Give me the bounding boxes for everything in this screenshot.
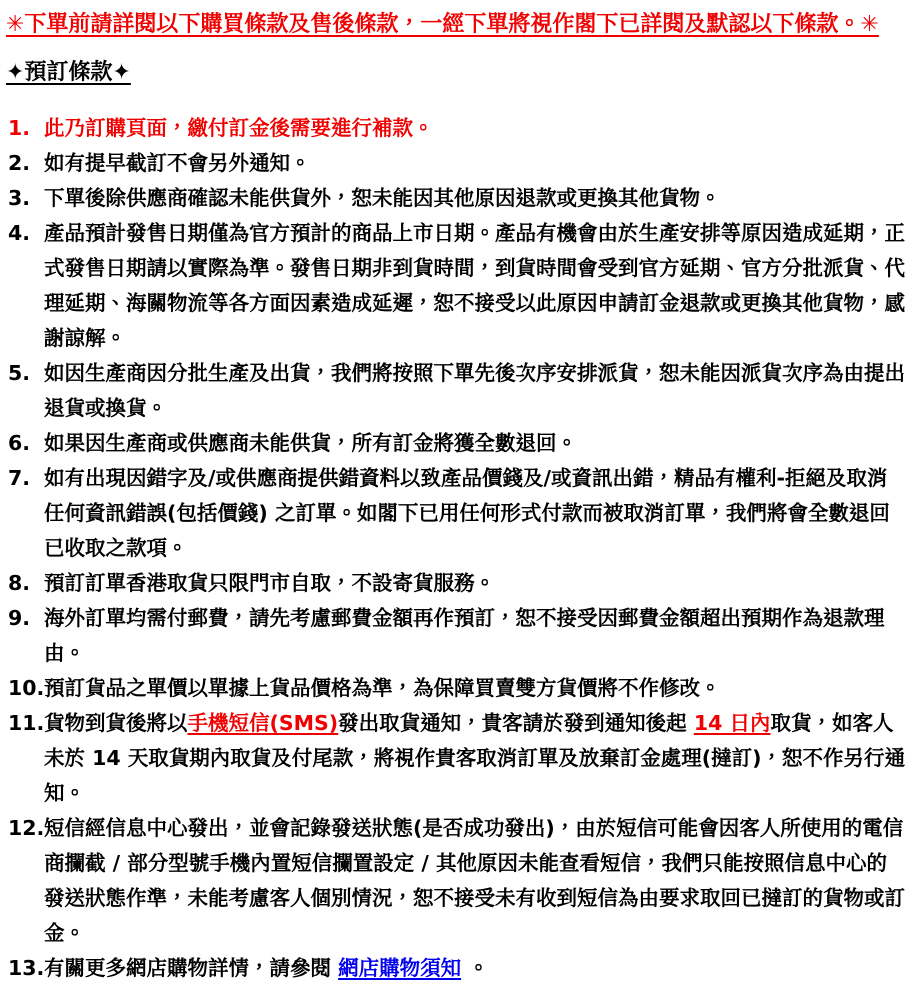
term-item-10 — [6, 671, 907, 706]
term-item-6 — [6, 426, 907, 461]
term-number: 3. — [8, 186, 31, 210]
term-text: 預訂訂單香港取貨只限門市自取，不設寄貨服務。 — [44, 571, 495, 595]
pickup-deadline-highlight: 14 日內 — [693, 711, 771, 735]
term-item-12 — [6, 811, 907, 951]
term-number: 12. — [8, 816, 45, 840]
section-title: ✦預訂條款✦ — [6, 60, 131, 85]
term-item-8 — [6, 566, 907, 601]
term-text: 貨物到貨後將以手機短信(SMS)發出取貨通知，貴客請於發到通知後起 14 日內取貨，如客人未於 14 天取貨期內取貨及付尾款，將視作貴客取消訂單及放棄訂金處理(撻訂)，恕不作另行通知。 — [44, 711, 906, 805]
term-number: 6. — [8, 431, 31, 455]
term-text: 此乃訂購頁面，繳付訂金後需要進行補款。 — [44, 116, 434, 140]
term-item-4 — [6, 216, 907, 356]
term-number: 8. — [8, 571, 31, 595]
term-text: 產品預計發售日期僅為官方預計的商品上市日期。產品有機會由於生產安排等原因造成延期，正式發售日期請以實際為準。發售日期非到貨時間，到貨時間會受到官方延期、官方分批派貨、代理延期、海關物流等各方面因素造成延遲，恕不接受以此原因申請訂金退款或更換其他貨物，感謝諒解。 — [44, 221, 905, 350]
term-text: 如因生產商因分批生產及出貨，我們將按照下單先後次序安排派貨，恕未能因派貨次序為由提出退貨或換貨。 — [44, 361, 905, 420]
term-text: 如有提早截訂不會另外通知。 — [44, 151, 311, 175]
term-number: 2. — [8, 151, 31, 175]
term-text: 如果因生產商或供應商未能供貨，所有訂金將獲全數退回。 — [44, 431, 577, 455]
term-item-11 — [6, 706, 907, 811]
term-text: 預訂貨品之單價以單據上貨品價格為準，為保障買賣雙方貨價將不作修改。 — [44, 676, 721, 700]
term-item-5 — [6, 356, 907, 426]
term-number: 1. — [8, 116, 31, 140]
term-item-9 — [6, 601, 907, 671]
term-number: 7. — [8, 466, 31, 490]
term-text: 有關更多網店購物詳情，請參閱 網店購物須知 。 — [44, 956, 489, 980]
term-number: 4. — [8, 221, 31, 245]
shop-guide-link[interactable]: 網店購物須知 — [338, 956, 462, 980]
term-text: 短信經信息中心發出，並會記錄發送狀態(是否成功發出)，由於短信可能會因客人所使用的電信商攔截 / 部分型號手機內置短信攔置設定 / 其他原因未能查看短信，我們只能按照信息中心的發送狀態作準，未能考慮客人個別情況，恕不接受未有收到短信為由要求取回已撻訂的貨物或訂金。 — [44, 816, 905, 945]
sms-highlight: 手機短信(SMS) — [187, 711, 339, 735]
term-number: 11. — [8, 711, 45, 735]
notice-banner: ✳下單前請詳閱以下購買條款及售後條款，一經下單將視作閣下已詳閱及默認以下條款。✳ — [6, 12, 879, 37]
term-item-7 — [6, 461, 907, 566]
terms-list — [6, 111, 907, 986]
term-text: 如有出現因錯字及/或供應商提供錯資料以致產品價錢及/或資訊出錯，精品有權利-拒絕及取消任何資訊錯誤(包括價錢) 之訂單。如閣下已用任何形式付款而被取消訂單，我們將會全數退回已收取之款項。 — [44, 466, 890, 560]
term-number: 9. — [8, 606, 31, 630]
term-number: 13. — [8, 956, 45, 980]
term-number: 5. — [8, 361, 31, 385]
term-number: 10. — [8, 676, 45, 700]
term-item-13 — [6, 951, 907, 986]
term-text: 海外訂單均需付郵費，請先考慮郵費金額再作預訂，恕不接受因郵費金額超出預期作為退款理由。 — [44, 606, 885, 665]
term-item-1 — [6, 111, 907, 146]
term-text: 下單後除供應商確認未能供貨外，恕未能因其他原因退款或更換其他貨物。 — [44, 186, 721, 210]
term-item-3 — [6, 181, 907, 216]
term-item-2 — [6, 146, 907, 181]
